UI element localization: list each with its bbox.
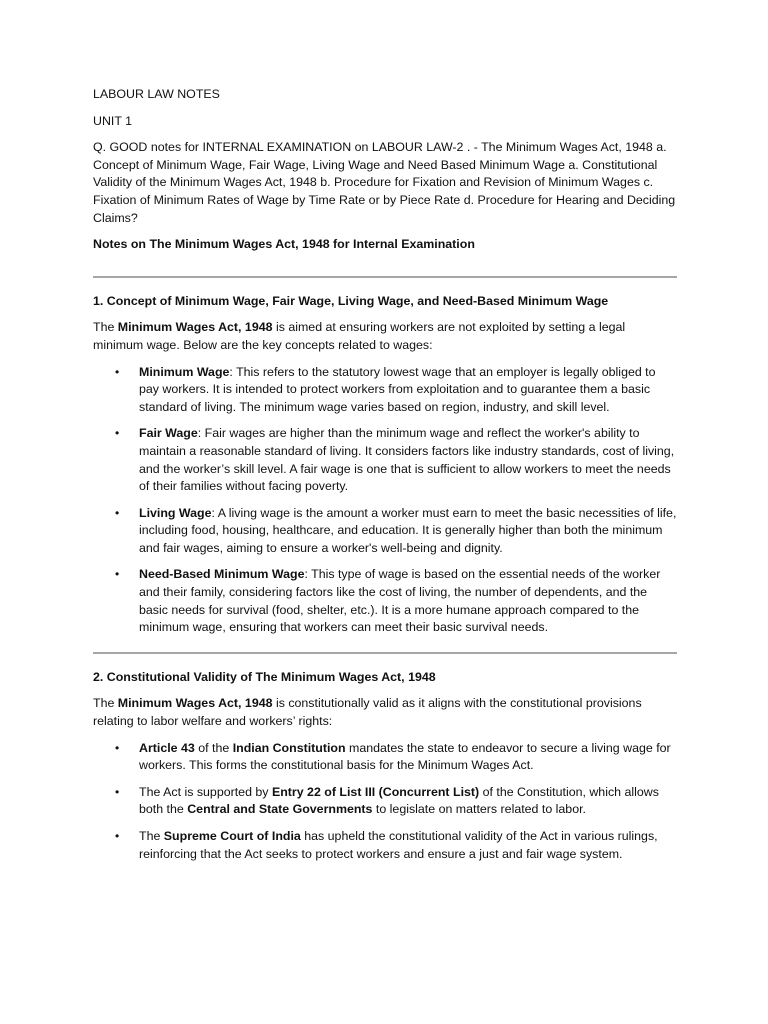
document-title: LABOUR LAW NOTES [93, 87, 220, 101]
item-text: of the Constitution, which allows both the [139, 784, 659, 817]
central-and-state-governments: Central and State Governments [187, 802, 373, 817]
section2-intro [93, 695, 677, 730]
item-text: mandates the state to endeavor to secure a living wage for workers. This forms the constitutional basis for the Minimum Wages Act. [139, 740, 671, 773]
indian-constitution: Indian Constitution [232, 740, 346, 755]
item-text: The [139, 829, 164, 843]
notes-heading: Notes on The Minimum Wages Act, 1948 for Internal Examination [93, 237, 475, 252]
section1-list [93, 364, 677, 637]
list-item [93, 505, 677, 558]
section-divider [93, 652, 677, 654]
question-text: Q. GOOD notes for INTERNAL EXAMINATION on LABOUR LAW-2 . - The Minimum Wages Act, 1948 a. Concept of Minimum Wage, Fair Wage, Living Wage and Need Based Minimum Wage a. Constitutional Validity of the Minimum Wages Act, 1948 b. Procedure for Fixation and Revision of Minimum Wages c. Fixation of Minimum Rates of Wage by Time Rate or by Piece Rate d. Procedure for Hearing and Deciding Claims? [93, 140, 676, 225]
entry-22: Entry 22 of List III (Concurrent List) [271, 784, 480, 799]
term-living-wage: Living Wage [139, 505, 212, 520]
section1-intro-bold: Minimum Wages Act, 1948 [117, 320, 273, 335]
bullet-icon: • [115, 567, 120, 582]
item-text: The Act is supported by [139, 784, 272, 799]
article-43: Article 43 [139, 740, 195, 755]
bullet-icon: • [115, 740, 120, 755]
definition-text: : This refers to the statutory lowest wage that an employer is legally obliged to pay workers. It is intended to protect workers from exploitation and to guarantee them a basic standard of living. The minimum wage varies based on region, industry, and skill level. [139, 364, 656, 414]
term-need-based-minimum-wage: Need-Based Minimum Wage [139, 567, 305, 582]
list-item [93, 784, 677, 819]
section-divider [93, 276, 677, 278]
bullet-icon: • [115, 829, 120, 843]
section2-heading: 2. Constitutional Validity of The Minimum Wages Act, 1948 [93, 669, 436, 684]
item-text: has upheld the constitutional validity of the Act in various rulings, reinforcing that the Act seeks to protect workers and ensure a just and fair wage system. [139, 829, 658, 861]
list-item [93, 425, 677, 495]
definition-text: : Fair wages are higher than the minimum wage and reflect the worker's ability to maintain a reasonable standard of living. It considers factors like industry standards, cost of living, and the worker’s skill level. A fair wage is one that is sufficient to allow workers to meet the needs of their families without facing poverty. [139, 426, 675, 494]
item-text: of the [194, 740, 233, 755]
section1-intro-post: is aimed at ensuring workers are not exploited by setting a legal minimum wage. Below are the key concepts related to wages: [93, 320, 626, 352]
section2-list [93, 740, 677, 864]
bullet-icon: • [115, 426, 120, 441]
term-fair-wage: Fair Wage [139, 426, 198, 441]
section2-intro-post: is constitutionally valid as it aligns with the constitutional provisions relating to labor welfare and workers’ rights: [93, 696, 642, 729]
section1-intro-pre: The [93, 320, 118, 335]
section2-intro-bold: Minimum Wages Act, 1948 [117, 696, 273, 711]
definition-text: : This type of wage is based on the essential needs of the worker and their family, considering factors like the cost of living, the number of dependents, and the basic needs for survival (food, shelter, etc.). It is a more humane approach compared to the minimum wage, ensuring that workers can meet their basic survival needs. [139, 567, 661, 635]
unit-label: UNIT 1 [93, 113, 133, 128]
list-item [93, 364, 677, 417]
bullet-icon: • [115, 505, 120, 520]
supreme-court: Supreme Court of India [163, 829, 301, 843]
definition-text: : A living wage is the amount a worker must earn to meet the basic necessities of life, including food, housing, healthcare, and education. It is generally higher than both the minimum and fair wages, aiming to ensure a worker's well-being and dignity. [139, 505, 677, 555]
section1-intro [93, 319, 677, 354]
term-minimum-wage: Minimum Wage [139, 364, 230, 379]
document-page [93, 86, 677, 878]
section1-heading: 1. Concept of Minimum Wage, Fair Wage, Living Wage, and Need-Based Minimum Wage [93, 293, 609, 308]
item-text: to legislate on matters related to labor. [372, 802, 586, 817]
section2-intro-pre: The [93, 696, 118, 711]
list-item [93, 566, 677, 636]
bullet-icon: • [115, 784, 120, 799]
list-item [93, 828, 677, 863]
bullet-icon: • [115, 364, 120, 379]
list-item [93, 740, 677, 775]
